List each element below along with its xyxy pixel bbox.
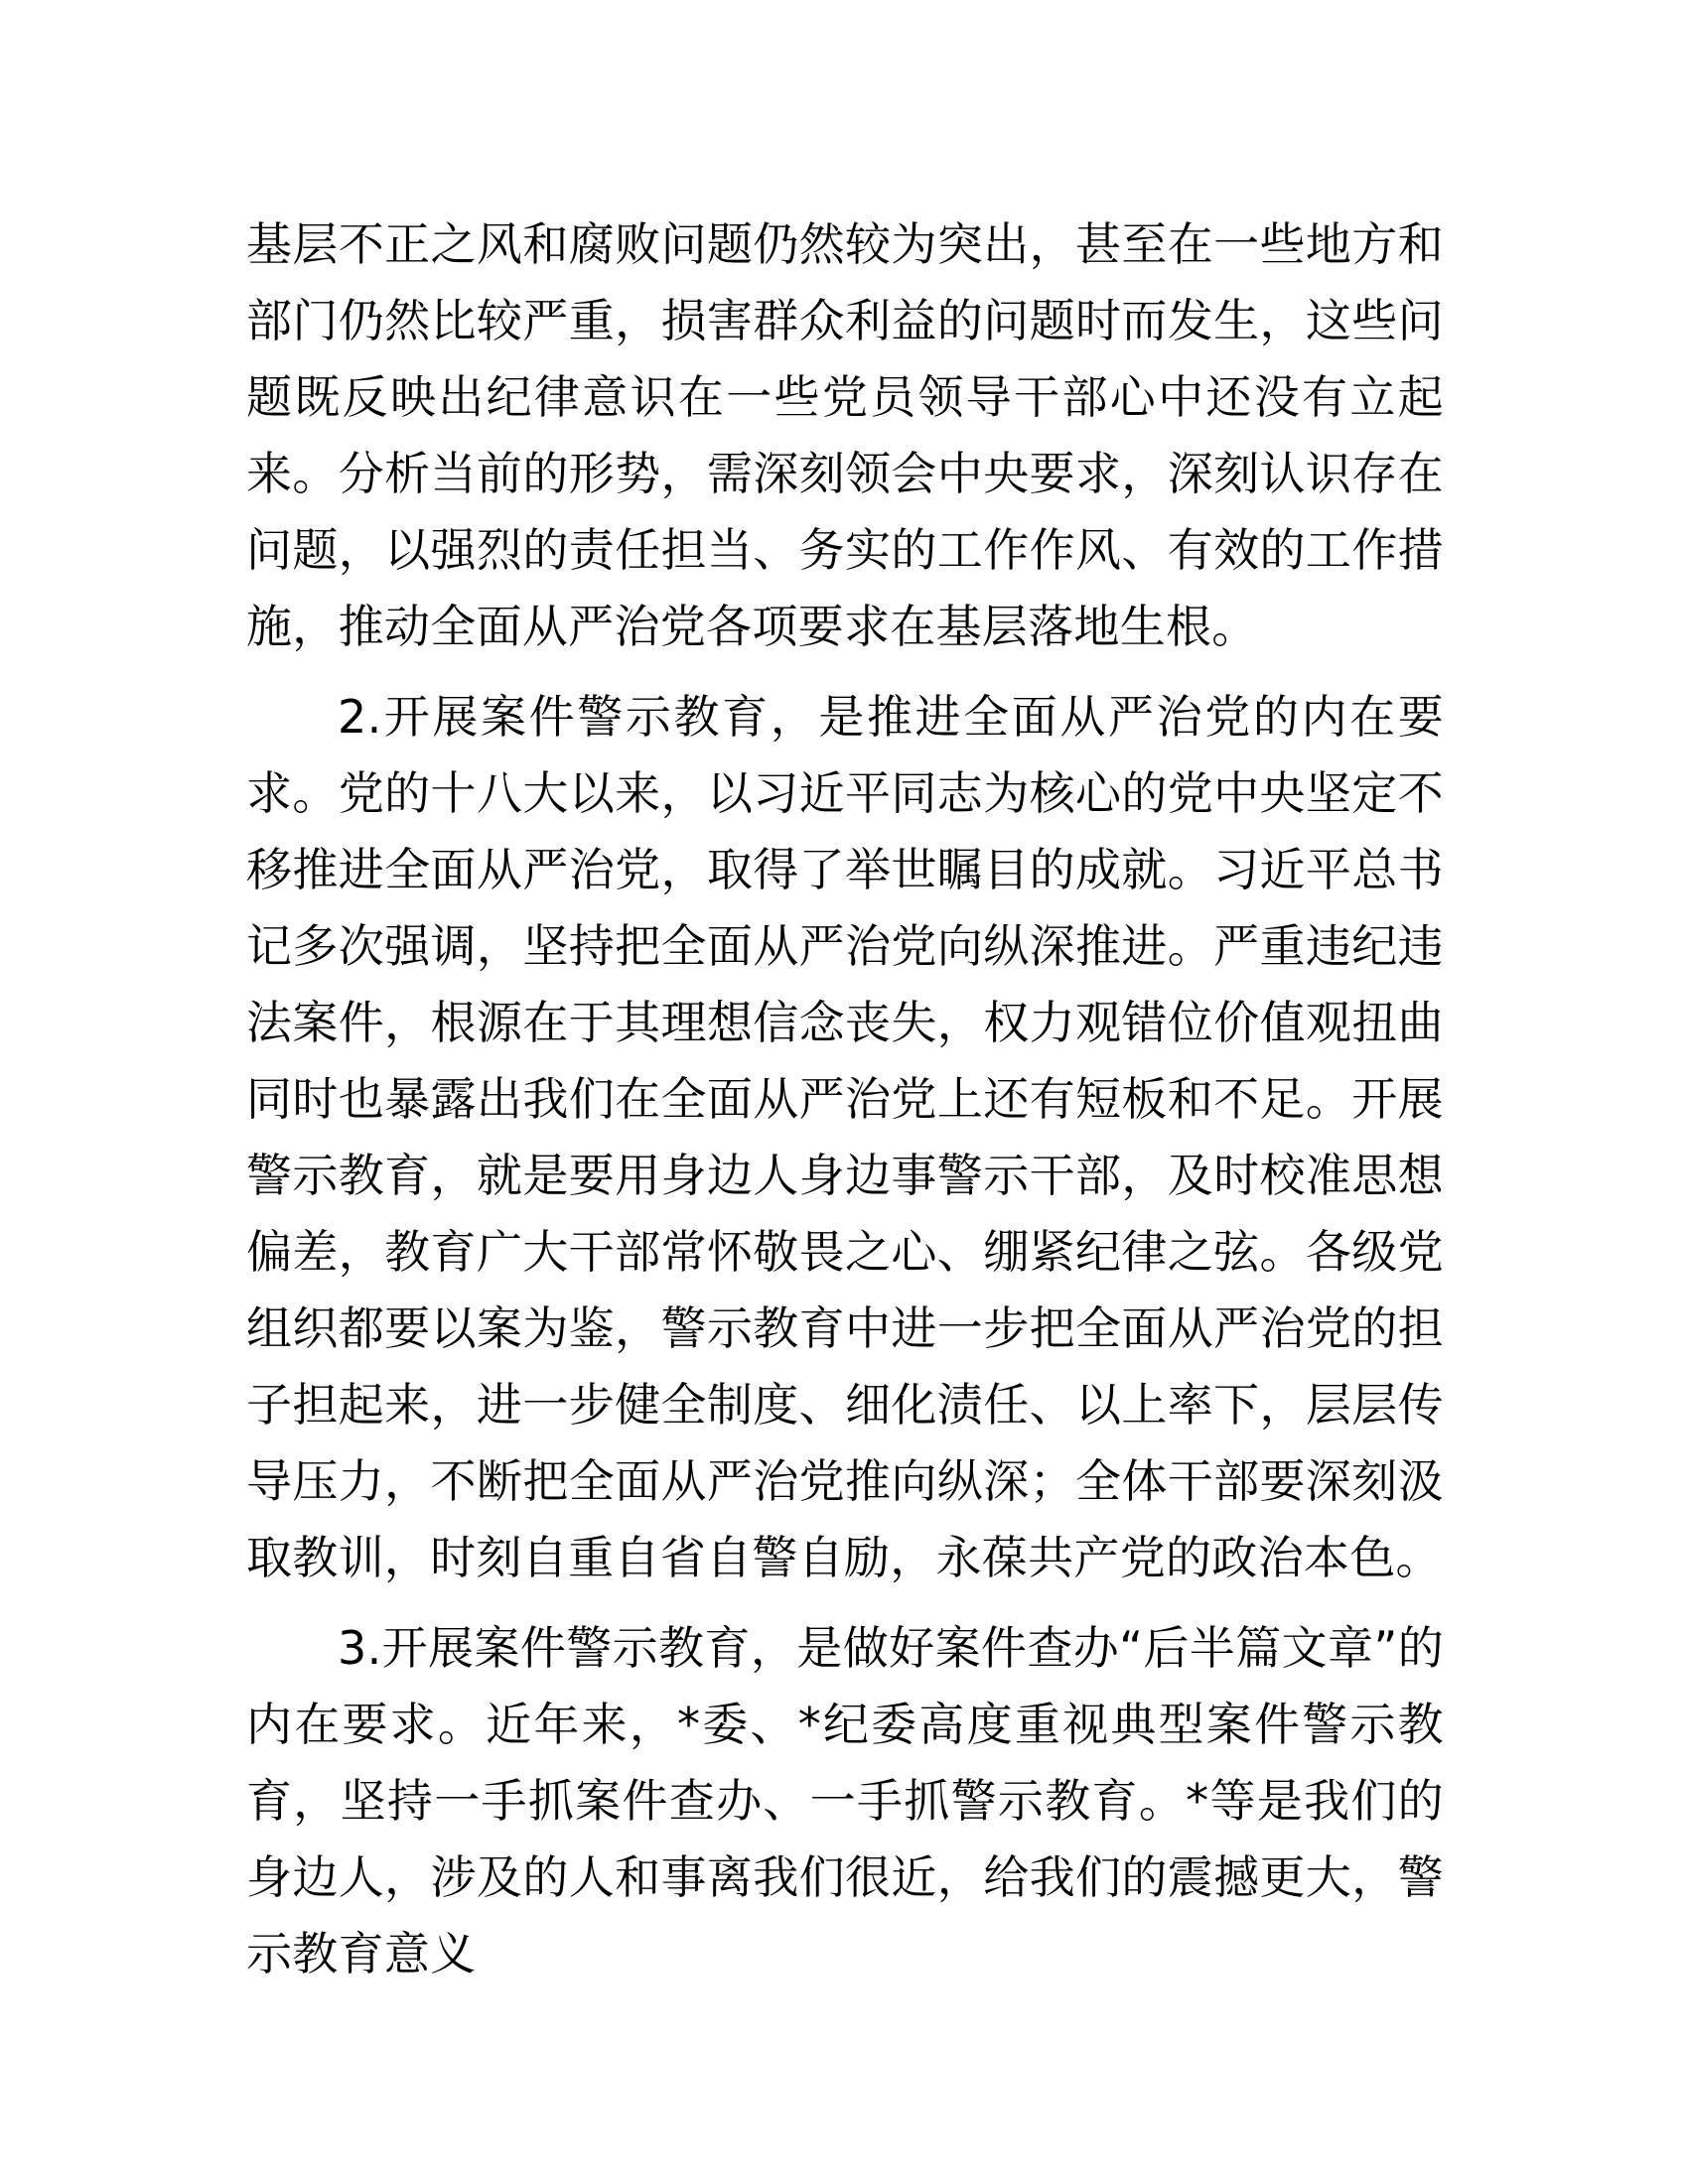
- paragraph-point-3: 3.开展案件警示教育，是做好案件查办“后半篇文章”的内在要求。近年来，*委、*纪委高度重视典型案件警示教育，坚持一手抓案件查办、一手抓警示教育。*等是我们的身边人，涉及的人和事离我们很近，给我们的震撼更大，警示教育意义: [246, 1621, 1444, 1980]
- paragraph-continuation: 基层不正之风和腐败问题仍然较为突出，甚至在一些地方和部门仍然比较严重，损害群众利益的问题时而发生，这些问题既反映出纪律意识在一些党员领导干部心中还没有立起来。分析当前的形势，需深刻领会中央要求，深刻认识存在问题，以强烈的责任担当、务实的工作作风、有效的工作措施，推动全面从严治党各项要求在基层落地生根。: [246, 217, 1444, 653]
- document-body: [246, 206, 1444, 1992]
- paragraph-point-2: 2.开展案件警示教育，是推进全面从严治党的内在要求。党的十八大以来，以习近平同志为核心的党中央坚定不移推进全面从严治党，取得了举世瞩目的成就。习近平总书记多次强调，坚持把全面从严治党向纵深推进。严重违纪违法案件，根源在于其理想信念丧失，权力观错位价值观扭曲同时也暴露出我们在全面从严治党上还有短板和不足。开展警示教育，就是要用身边人身边事警示干部，及时校准思想偏差，教育广大干部常怀敬畏之心、绷紧纪律之弦。各级党组织都要以案为鉴，警示教育中进一步把全面从严治党的担子担起来，进一步健全制度、细化渍任、以上率下，层层传导压力，不断把全面从严治党推向纵深；全体干部要深刻汲取教训，时刻自重自省自警自励，永葆共产党的政治本色。: [246, 690, 1444, 1584]
